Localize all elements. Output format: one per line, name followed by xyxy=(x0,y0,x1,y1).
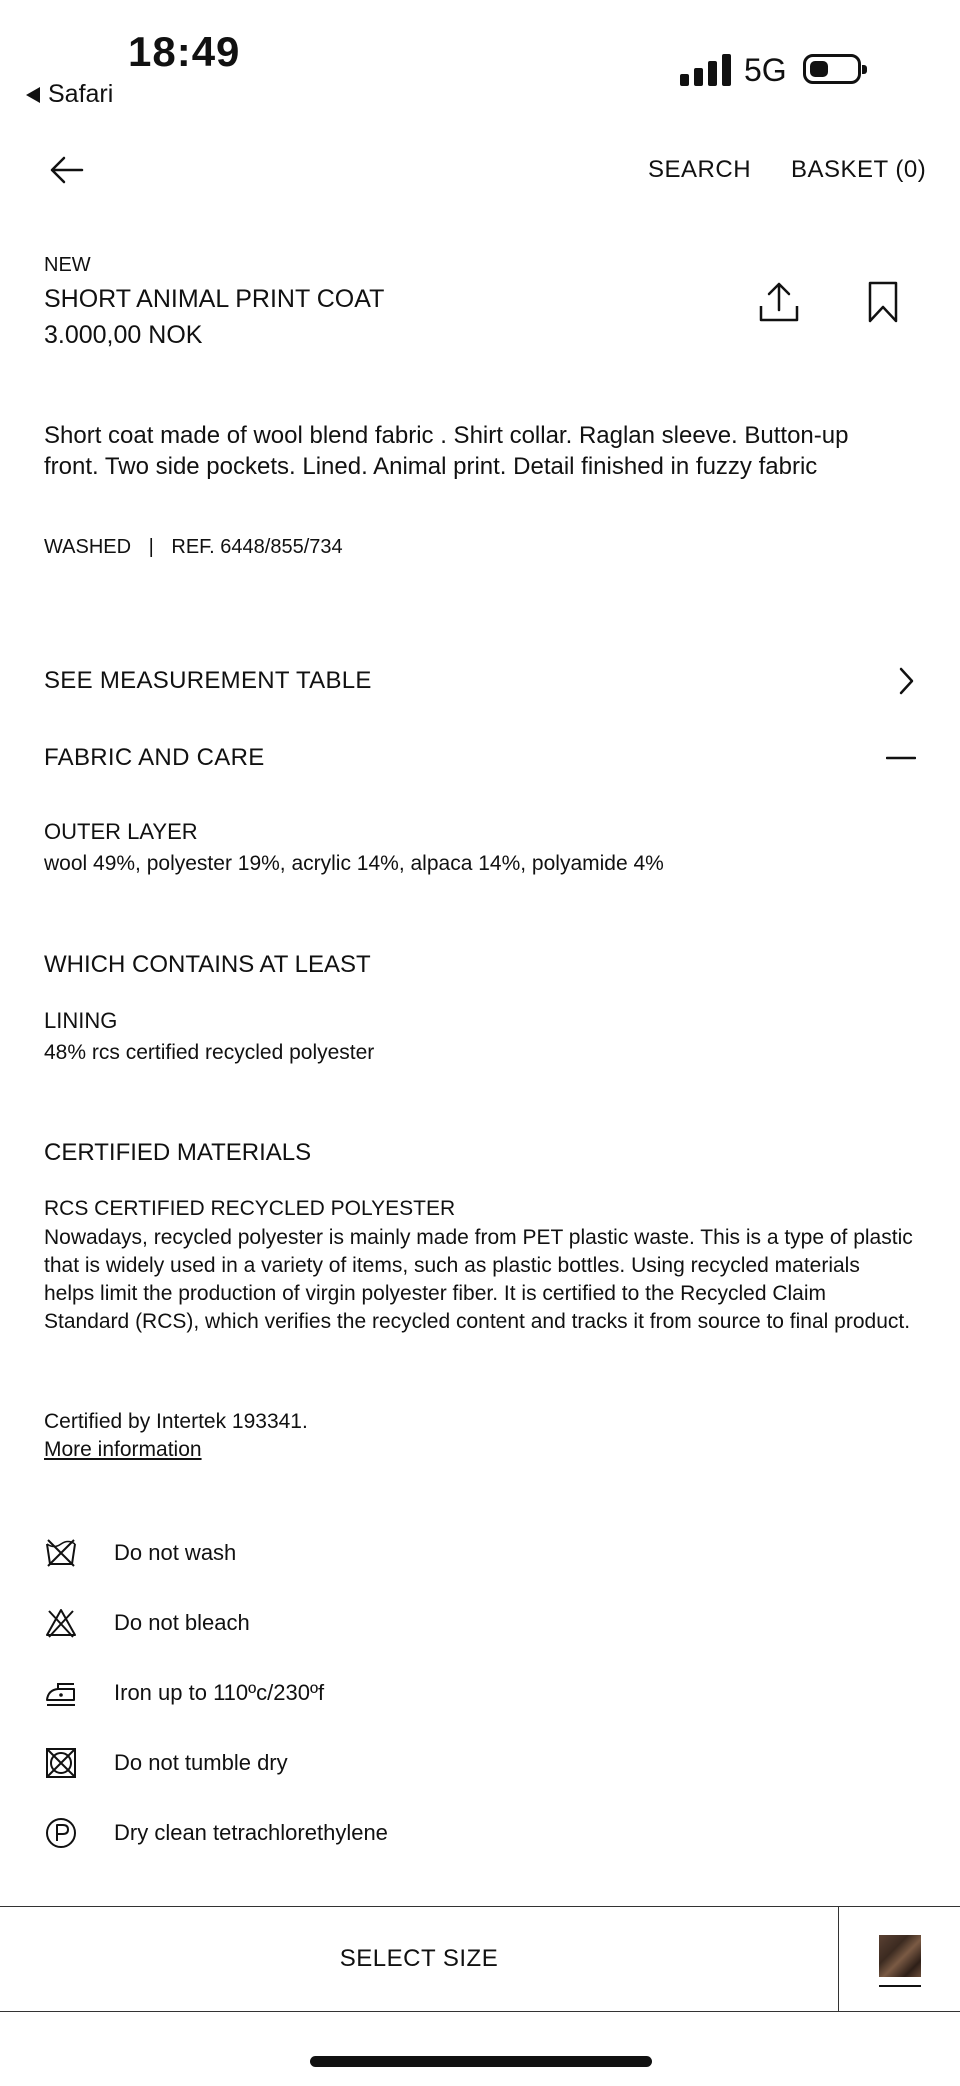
product-thumbnail xyxy=(879,1935,921,1977)
chevron-right-icon xyxy=(896,666,916,696)
care-item xyxy=(44,1603,250,1643)
select-size-button[interactable]: SELECT SIZE xyxy=(0,1907,838,2011)
care-label: Do not bleach xyxy=(114,1610,250,1635)
lining-title: LINING xyxy=(44,1008,118,1033)
product-price: 3.000,00 NOK xyxy=(44,321,203,349)
thumbnail-underline xyxy=(879,1985,921,1987)
share-icon[interactable] xyxy=(757,280,801,324)
bottom-action-bar xyxy=(0,1906,960,2012)
dry-clean-p-icon xyxy=(44,1816,78,1850)
measurement-table-row[interactable] xyxy=(44,666,916,696)
outer-layer-value: wool 49%, polyester 19%, acrylic 14%, alpaca 14%, polyamide 4% xyxy=(44,852,664,875)
more-information-link[interactable]: More information xyxy=(44,1438,202,1461)
measurement-table-label: SEE MEASUREMENT TABLE xyxy=(44,667,372,694)
product-description: Short coat made of wool blend fabric . Shirt collar. Raglan sleeve. Button-up front. Two side pockets. Lined. Animal print. Detail finished in fuzzy fabric xyxy=(44,422,849,480)
contains-title: WHICH CONTAINS AT LEAST xyxy=(44,951,371,978)
back-app-label: Safari xyxy=(48,80,114,108)
search-link[interactable]: SEARCH xyxy=(648,156,752,183)
care-item xyxy=(44,1743,288,1783)
back-triangle-icon xyxy=(26,87,40,103)
fabric-care-row[interactable] xyxy=(44,744,916,772)
lining-value: 48% rcs certified recycled polyester xyxy=(44,1041,375,1064)
no-tumble-dry-icon xyxy=(44,1746,78,1780)
collapse-minus-icon xyxy=(886,755,916,761)
care-label: Iron up to 110ºc/230ºf xyxy=(114,1680,325,1705)
rcs-description: Nowadays, recycled polyester is mainly made from PET plastic waste. This is a type of plastic that is widely used in a variety of items, such as plastic bottles. Using recycled materials helps limit the production of virgin polyester fiber. It is certified to the Recycled Claim Standard (RCS), which verifies the recycled content and tracks it from source to final product. xyxy=(44,1226,913,1333)
product-ref: REF. 6448/855/734 xyxy=(171,536,343,558)
battery-icon xyxy=(803,54,861,84)
network-type: 5G xyxy=(744,52,787,88)
care-item xyxy=(44,1673,325,1713)
product-color: WASHED xyxy=(44,536,132,558)
meta-separator: | xyxy=(148,536,154,558)
no-wash-icon xyxy=(44,1536,78,1570)
product-thumbnail-button[interactable] xyxy=(838,1907,960,2011)
fabric-care-label: FABRIC AND CARE xyxy=(44,744,265,771)
care-label: Do not tumble dry xyxy=(114,1750,288,1775)
rcs-title: RCS CERTIFIED RECYCLED POLYESTER xyxy=(44,1197,456,1220)
care-item xyxy=(44,1813,388,1853)
back-to-app-link[interactable] xyxy=(26,80,113,109)
care-label: Dry clean tetrachlorethylene xyxy=(114,1820,388,1845)
outer-layer-title: OUTER LAYER xyxy=(44,819,198,844)
certified-by: Certified by Intertek 193341. xyxy=(44,1410,308,1433)
certified-materials-title: CERTIFIED MATERIALS xyxy=(44,1139,312,1166)
back-arrow-icon[interactable] xyxy=(46,150,86,190)
product-name: SHORT ANIMAL PRINT COAT xyxy=(44,285,385,313)
care-label: Do not wash xyxy=(114,1540,237,1565)
signal-strength-icon xyxy=(680,54,731,86)
status-time: 18:49 xyxy=(128,28,241,75)
product-meta xyxy=(44,536,343,559)
new-badge: NEW xyxy=(44,254,91,276)
iron-low-icon xyxy=(44,1676,78,1710)
no-bleach-icon xyxy=(44,1606,78,1640)
care-item xyxy=(44,1533,237,1573)
bookmark-icon[interactable] xyxy=(866,280,900,324)
basket-link[interactable]: BASKET (0) xyxy=(791,156,927,183)
home-indicator[interactable] xyxy=(310,2056,652,2067)
